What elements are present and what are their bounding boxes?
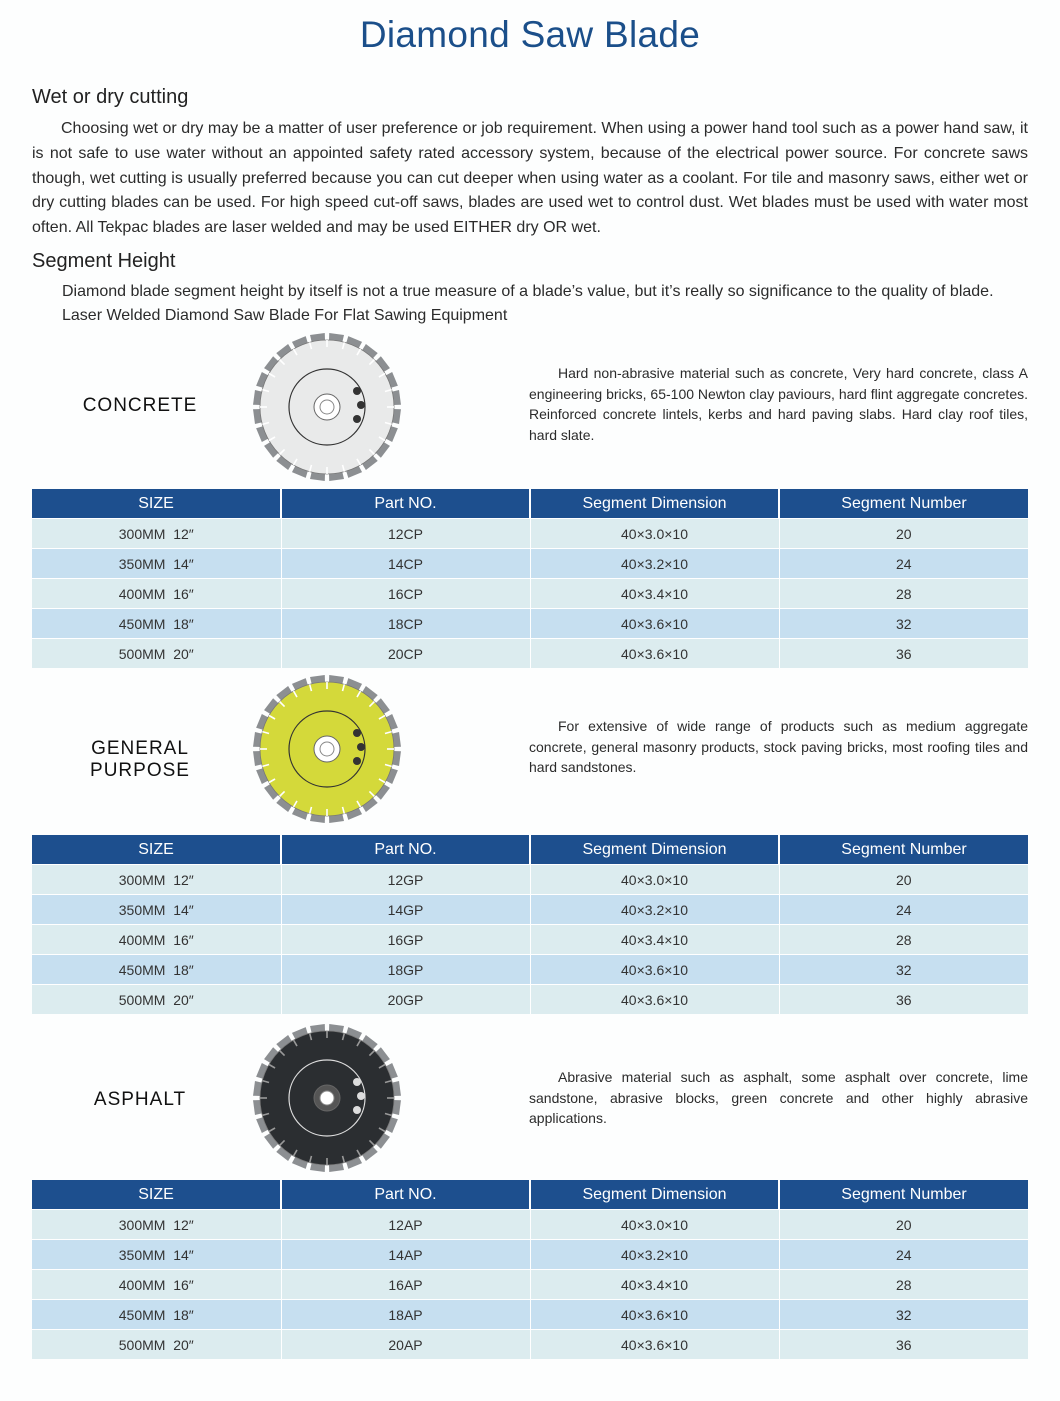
table-row bbox=[32, 1240, 1028, 1270]
table-row bbox=[32, 985, 1028, 1015]
description-text: For extensive of wide range of products such as medium aggregate concrete, general masonry products, stock paving bricks, most roofing tiles and hard sandstones. bbox=[529, 718, 1028, 775]
table-cell: 450MM 18″ bbox=[32, 609, 281, 639]
table-cell: 450MM 18″ bbox=[32, 1300, 281, 1330]
table-row bbox=[32, 1210, 1028, 1240]
wet-dry-heading: Wet or dry cutting bbox=[32, 86, 189, 108]
table-cell: 40×3.6×10 bbox=[530, 1330, 779, 1360]
segment-height-text: Diamond blade segment height by itself is not a true measure of a blade’s value, but it’s really so significance to the quality of blade. bbox=[62, 283, 994, 300]
page-title: Diamond Saw Blade bbox=[359, 14, 701, 55]
table-cell: 40×3.2×10 bbox=[530, 895, 779, 925]
table-cell: 350MM 14″ bbox=[32, 895, 281, 925]
spec-table-concrete bbox=[32, 489, 1028, 668]
table-cell: 20AP bbox=[281, 1330, 530, 1360]
table-cell: 40×3.4×10 bbox=[530, 579, 779, 609]
table-cell: 40×3.0×10 bbox=[530, 519, 779, 549]
table-cell: 18CP bbox=[281, 609, 530, 639]
description-text: Abrasive material such as asphalt, some asphalt over concrete, lime sandstone, abrasive blocks, green concrete and other highly abrasive applications. bbox=[529, 1069, 1028, 1126]
table-cell: 20GP bbox=[281, 985, 530, 1015]
table-row bbox=[32, 925, 1028, 955]
table-row bbox=[32, 955, 1028, 985]
table-cell: 14GP bbox=[281, 895, 530, 925]
table-cell: 24 bbox=[779, 895, 1028, 925]
segment-height-heading: Segment Height bbox=[32, 250, 176, 272]
column-header: Segment Number bbox=[779, 489, 1028, 519]
table-row bbox=[32, 579, 1028, 609]
laser-welded-caption: Laser Welded Diamond Saw Blade For Flat Sawing Equipment bbox=[62, 307, 508, 324]
table-cell: 32 bbox=[779, 609, 1028, 639]
table-cell: 12CP bbox=[281, 519, 530, 549]
table-cell: 28 bbox=[779, 925, 1028, 955]
category-description-concrete bbox=[529, 363, 1028, 445]
table-cell: 36 bbox=[779, 639, 1028, 669]
table-cell: 24 bbox=[779, 1240, 1028, 1270]
column-header: Part NO. bbox=[281, 835, 530, 865]
table-row bbox=[32, 1300, 1028, 1330]
column-header: Segment Number bbox=[779, 1180, 1028, 1210]
category-label-asphalt: ASPHALT bbox=[93, 1089, 187, 1110]
column-header: SIZE bbox=[32, 835, 281, 865]
table-row bbox=[32, 1330, 1028, 1360]
table-cell: 16GP bbox=[281, 925, 530, 955]
table-cell: 500MM 20″ bbox=[32, 1330, 281, 1360]
table-cell: 14CP bbox=[281, 549, 530, 579]
category-description-asphalt bbox=[529, 1067, 1028, 1129]
table-header-row bbox=[32, 489, 1028, 519]
table-cell: 40×3.0×10 bbox=[530, 1210, 779, 1240]
table-cell: 14AP bbox=[281, 1240, 530, 1270]
table-header-row bbox=[32, 835, 1028, 865]
table-cell: 20 bbox=[779, 1210, 1028, 1240]
table-cell: 500MM 20″ bbox=[32, 985, 281, 1015]
description-text: Hard non-abrasive material such as concrete, Very hard concrete, class A engineering bricks, 65-100 Newton clay paviours, hard flint aggregate concretes. Reinforced concrete lintels, kerbs and hard paving slabs. Hard clay roof tiles, hard slate. bbox=[529, 365, 1028, 443]
table-cell: 16AP bbox=[281, 1270, 530, 1300]
table-cell: 40×3.2×10 bbox=[530, 1240, 779, 1270]
wet-dry-paragraph bbox=[32, 117, 1028, 241]
table-cell: 300MM 12″ bbox=[32, 519, 281, 549]
table-cell: 20CP bbox=[281, 639, 530, 669]
column-header: Part NO. bbox=[281, 1180, 530, 1210]
table-row bbox=[32, 609, 1028, 639]
table-cell: 32 bbox=[779, 955, 1028, 985]
table-cell: 12GP bbox=[281, 865, 530, 895]
table-cell: 350MM 14″ bbox=[32, 549, 281, 579]
category-description-general-purpose bbox=[529, 716, 1028, 778]
table-cell: 40×3.2×10 bbox=[530, 549, 779, 579]
table-cell: 40×3.6×10 bbox=[530, 1300, 779, 1330]
table-cell: 40×3.0×10 bbox=[530, 865, 779, 895]
table-cell: 36 bbox=[779, 985, 1028, 1015]
table-cell: 400MM 16″ bbox=[32, 1270, 281, 1300]
column-header: Segment Dimension bbox=[530, 835, 779, 865]
table-cell: 18GP bbox=[281, 955, 530, 985]
column-header: Segment Dimension bbox=[530, 489, 779, 519]
category-label-concrete: CONCRETE bbox=[82, 395, 198, 416]
table-cell: 32 bbox=[779, 1300, 1028, 1330]
table-cell: 28 bbox=[779, 1270, 1028, 1300]
column-header: SIZE bbox=[32, 1180, 281, 1210]
wet-dry-text: Choosing wet or dry may be a matter of user preference or job requirement. When using a power hand tool such as a power hand saw, it is not safe to use water without an appointed safety rated accessory system, because of the electrical power source. For concrete saws though, wet cutting is usually preferred because you can cut deeper when using water as a coolant. For tile and masonry saws, either wet or dry cutting blades can be used. For high speed cut-off saws, blades are used wet to control dust. Wet blades must be used with water most often. All Tekpac blades are laser welded and may be used EITHER dry OR wet. bbox=[32, 120, 1028, 237]
table-cell: 12AP bbox=[281, 1210, 530, 1240]
table-cell: 350MM 14″ bbox=[32, 1240, 281, 1270]
category-label-general-purpose: GENERAL PURPOSE bbox=[90, 738, 190, 781]
table-cell: 24 bbox=[779, 549, 1028, 579]
spec-table-asphalt bbox=[32, 1180, 1028, 1359]
table-cell: 40×3.4×10 bbox=[530, 1270, 779, 1300]
general-purpose-blade-icon bbox=[253, 675, 401, 823]
table-cell: 36 bbox=[779, 1330, 1028, 1360]
spec-table-general-purpose bbox=[32, 835, 1028, 1014]
column-header: Segment Dimension bbox=[530, 1180, 779, 1210]
table-row bbox=[32, 519, 1028, 549]
table-cell: 300MM 12″ bbox=[32, 865, 281, 895]
table-cell: 500MM 20″ bbox=[32, 639, 281, 669]
table-cell: 450MM 18″ bbox=[32, 955, 281, 985]
table-cell: 20 bbox=[779, 865, 1028, 895]
table-cell: 16CP bbox=[281, 579, 530, 609]
table-row bbox=[32, 639, 1028, 669]
asphalt-blade-icon bbox=[253, 1024, 401, 1172]
table-cell: 400MM 16″ bbox=[32, 579, 281, 609]
table-header-row bbox=[32, 1180, 1028, 1210]
table-cell: 40×3.6×10 bbox=[530, 985, 779, 1015]
column-header: SIZE bbox=[32, 489, 281, 519]
table-cell: 28 bbox=[779, 579, 1028, 609]
table-cell: 40×3.6×10 bbox=[530, 639, 779, 669]
table-cell: 40×3.4×10 bbox=[530, 925, 779, 955]
table-cell: 40×3.6×10 bbox=[530, 955, 779, 985]
table-cell: 18AP bbox=[281, 1300, 530, 1330]
table-cell: 20 bbox=[779, 519, 1028, 549]
table-cell: 400MM 16″ bbox=[32, 925, 281, 955]
table-cell: 40×3.6×10 bbox=[530, 609, 779, 639]
column-header: Segment Number bbox=[779, 835, 1028, 865]
column-header: Part NO. bbox=[281, 489, 530, 519]
table-row bbox=[32, 865, 1028, 895]
concrete-blade-icon bbox=[253, 333, 401, 481]
table-row bbox=[32, 549, 1028, 579]
table-row bbox=[32, 1270, 1028, 1300]
table-cell: 300MM 12″ bbox=[32, 1210, 281, 1240]
table-row bbox=[32, 895, 1028, 925]
